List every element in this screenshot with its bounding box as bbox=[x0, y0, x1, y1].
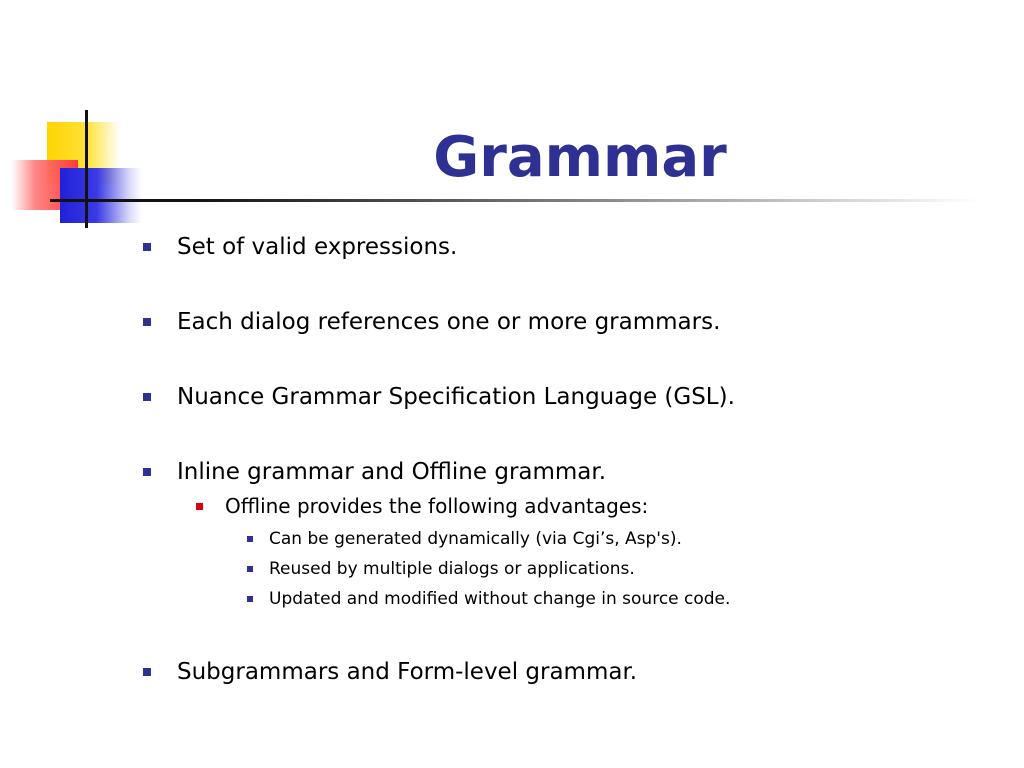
bullet-item bbox=[143, 656, 637, 688]
square-bullet-icon bbox=[247, 536, 253, 542]
bullet-text: Each dialog references one or more grammars. bbox=[177, 309, 721, 335]
square-bullet-icon bbox=[143, 318, 151, 326]
slide-title: Grammar bbox=[433, 125, 727, 190]
sub-bullet-text: Offline provides the following advantages: bbox=[225, 494, 649, 518]
bullet-item bbox=[143, 231, 457, 263]
sub-sub-bullet-text: Updated and modified without change in source code. bbox=[269, 589, 731, 609]
bullet-text: Inline grammar and Offline grammar. bbox=[177, 459, 607, 485]
square-bullet-icon bbox=[196, 503, 203, 510]
square-bullet-icon bbox=[143, 393, 151, 401]
square-bullet-icon bbox=[247, 566, 253, 572]
bullet-item bbox=[143, 456, 606, 488]
sub-bullet-item bbox=[196, 492, 648, 520]
sub-sub-bullet-text: Can be generated dynamically (via Cgi’s, Asp's). bbox=[269, 529, 682, 549]
bullet-text: Nuance Grammar Specification Language (GSL). bbox=[177, 384, 735, 410]
square-bullet-icon bbox=[143, 243, 151, 251]
bullet-text: Subgrammars and Form-level grammar. bbox=[177, 659, 638, 685]
bullet-text: Set of valid expressions. bbox=[177, 234, 458, 260]
square-bullet-icon bbox=[143, 468, 151, 476]
sub-sub-bullet-item bbox=[247, 557, 635, 581]
square-bullet-icon bbox=[143, 668, 151, 676]
square-bullet-icon bbox=[247, 596, 253, 602]
bullet-item bbox=[143, 306, 720, 338]
bullet-item bbox=[143, 381, 735, 413]
sub-sub-bullet-item bbox=[247, 587, 730, 611]
sub-sub-bullet-item bbox=[247, 527, 682, 551]
sub-sub-bullet-text: Reused by multiple dialogs or applications. bbox=[269, 559, 635, 579]
